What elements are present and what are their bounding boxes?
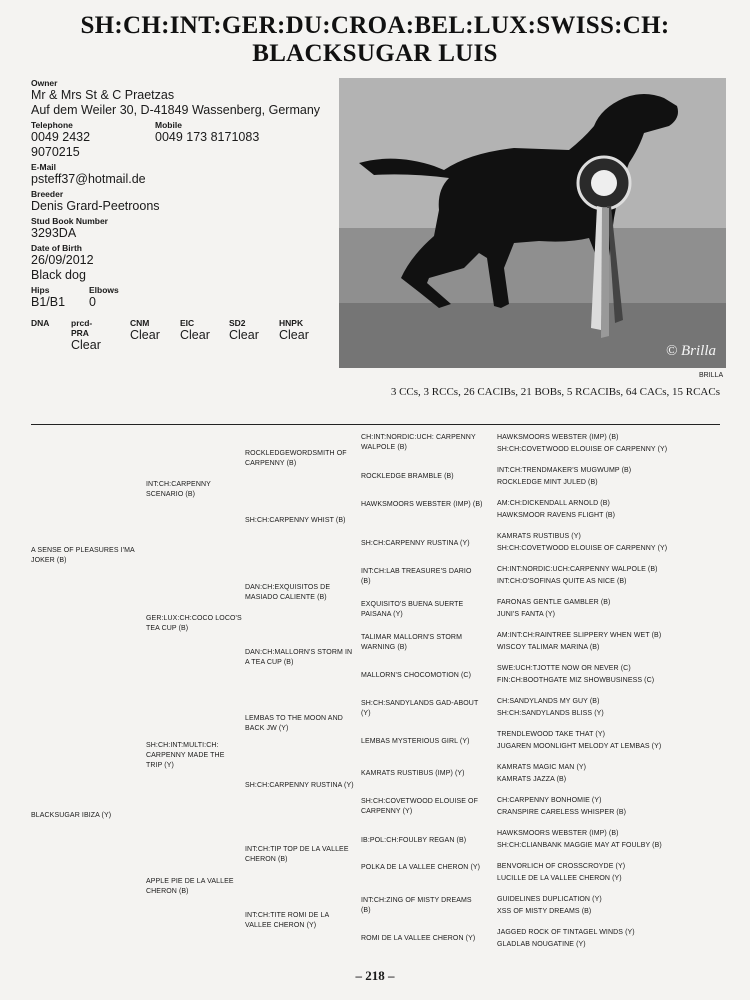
pedigree-g5: JAGGED ROCK OF TINTAGEL WINDS (Y) <box>497 929 635 936</box>
title-line-1: SH:CH:INT:GER:DU:CROA:BEL:LUX:SWISS:CH: <box>80 12 670 39</box>
pedigree-g3: LEMBAS TO THE MOON AND BACK JW (Y) <box>245 715 343 732</box>
dna-label: DNA <box>31 318 50 328</box>
pedigree-g4: SH:CH:COVETWOOD ELOUISE OF CARPENNY (Y) <box>361 798 478 815</box>
hips-value: B1/B1 <box>31 295 66 309</box>
mobile-label: Mobile <box>155 120 182 130</box>
pedigree-dam: BLACKSUGAR IBIZA (Y) <box>31 812 112 819</box>
pedigree-g4: INT:CH:LAB TREASURE'S DARIO (B) <box>361 568 472 585</box>
pedigree-g5: CRANSPIRE CARELESS WHISPER (B) <box>497 809 627 816</box>
pedigree-g4: INT:CH:ZING OF MISTY DREAMS (B) <box>361 897 472 914</box>
dog-photo <box>339 78 726 368</box>
dna-test-label: CNM <box>130 318 150 328</box>
dob-label: Date of Birth <box>31 243 82 253</box>
pedigree-g5: SH:CH:COVETWOOD ELOUISE OF CARPENNY (Y) <box>497 446 668 453</box>
owner-name: Mr & Mrs St & C Praetzas <box>31 88 175 102</box>
pedigree-g3: SH:CH:CARPENNY WHIST (B) <box>245 517 346 524</box>
dna-test-value: Clear <box>229 328 259 342</box>
dna-test-label: SD2 <box>229 318 246 328</box>
dna-test-value: Clear <box>279 328 309 342</box>
elbows-value: 0 <box>89 295 96 309</box>
dna-test-value: Clear <box>71 338 101 352</box>
elbows-label: Elbows <box>89 285 119 295</box>
pedigree-g5: JUNI'S FANTA (Y) <box>497 611 556 618</box>
pedigree-g5: INT:CH:O'SOFINAS QUITE AS NICE (B) <box>497 578 627 585</box>
pedigree-g5: CH:INT:NORDIC:UCH:CARPENNY WALPOLE (B) <box>497 566 658 573</box>
pedigree-g5: CH:SANDYLANDS MY GUY (B) <box>497 698 600 705</box>
dna-test-label: HNPK <box>279 318 304 328</box>
pedigree-g5: AM:INT:CH:RAINTREE SLIPPERY WHEN WET (B) <box>497 632 662 639</box>
hips-elbows-row <box>31 283 331 310</box>
pedigree-g3: INT:CH:TIP TOP DE LA VALLEE CHERON (B) <box>245 846 349 863</box>
dog-silhouette-image <box>339 78 726 368</box>
pedigree-g5: HAWKSMOORS WEBSTER (IMP) (B) <box>497 830 619 837</box>
phone-row <box>31 118 331 160</box>
pedigree-g3: DAN:CH:EXQUISITOS DE MASIADO CALIENTE (B) <box>245 584 331 601</box>
email-label: E-Mail <box>31 162 57 172</box>
pedigree-g3: SH:CH:CARPENNY RUSTINA (Y) <box>245 782 354 789</box>
pedigree-g4: SH:CH:SANDYLANDS GAD-ABOUT (Y) <box>361 700 479 717</box>
pedigree-g5: SH:CH:CLIANBANK MAGGIE MAY AT FOULBY (B) <box>497 842 662 849</box>
owner-address: Auf dem Weiler 30, D-41849 Wassenberg, Germany <box>31 103 321 117</box>
dna-test-label: EIC <box>180 318 195 328</box>
email-value: psteff37@hotmail.de <box>31 172 146 186</box>
pedigree-g5: SWE:UCH:TJOTTE NOW OR NEVER (C) <box>497 665 631 672</box>
pedigree-g4: MALLORN'S CHOCOMOTION (C) <box>361 672 472 679</box>
pedigree-g4: TALIMAR MALLORN'S STORM WARNING (B) <box>361 634 463 651</box>
pedigree-g4: KAMRATS RUSTIBUS (IMP) (Y) <box>361 770 465 777</box>
page-title <box>0 12 750 68</box>
photo-credit: © Brilla <box>665 343 716 359</box>
telephone-label: Telephone <box>31 120 73 130</box>
pedigree-g5: KAMRATS JAZZA (B) <box>497 776 567 783</box>
colour-sex: Black dog <box>31 268 86 282</box>
pedigree-g5: WISCOY TALIMAR MARINA (B) <box>497 644 600 651</box>
pedigree-g3: ROCKLEDGEWORDSMITH OF CARPENNY (B) <box>245 450 347 467</box>
pedigree-g4: ROCKLEDGE BRAMBLE (B) <box>361 473 454 480</box>
dog-info <box>31 76 331 310</box>
pedigree-g5: LUCILLE DE LA VALLEE CHERON (Y) <box>497 875 622 882</box>
pedigree-g4: POLKA DE LA VALLEE CHERON (Y) <box>361 864 481 871</box>
mobile-value: 0049 173 8171083 <box>155 130 260 144</box>
studbook-label: Stud Book Number <box>31 216 108 226</box>
pedigree-g3: DAN:CH:MALLORN'S STORM IN A TEA CUP (B) <box>245 649 353 666</box>
pedigree-g5: CH:CARPENNY BONHOMIE (Y) <box>497 797 602 804</box>
page-number: – 218 – <box>355 968 395 983</box>
pedigree-g5: GUIDELINES DUPLICATION (Y) <box>497 896 602 903</box>
breeder-label: Breeder <box>31 189 64 199</box>
caption-credit: BRILLA <box>699 372 724 379</box>
pedigree-g2: APPLE PIE DE LA VALLEE CHERON (B) <box>146 878 234 895</box>
dob-value: 26/09/2012 <box>31 253 94 267</box>
pedigree-g5: BENVORLICH OF CROSSCROYDE (Y) <box>497 863 626 870</box>
owner-label: Owner <box>31 78 58 88</box>
dna-test-label: prcd-PRA <box>71 318 93 338</box>
pedigree-g5: AM:CH:DICKENDALL ARNOLD (B) <box>497 500 610 507</box>
pedigree-g4: EXQUISITO'S BUENA SUERTE PAISANA (Y) <box>361 601 464 618</box>
pedigree-g2: GER:LUX:CH:COCO LOCO'S TEA CUP (B) <box>146 615 242 632</box>
pedigree-g5: HAWKSMOOR RAVENS FLIGHT (B) <box>497 512 616 519</box>
pedigree-g5: HAWKSMOORS WEBSTER (IMP) (B) <box>497 434 619 441</box>
pedigree-g4: CH:INT:NORDIC:UCH: CARPENNY WALPOLE (B) <box>361 434 476 451</box>
awards-summary: 3 CCs, 3 RCCs, 26 CACIBs, 21 BOBs, 5 RCACIBs, 64 CACs, 15 RCACs <box>390 386 720 398</box>
pedigree-g5: JUGAREN MOONLIGHT MELODY AT LEMBAS (Y) <box>497 743 662 750</box>
divider <box>31 424 720 425</box>
pedigree-g5: KAMRATS RUSTIBUS (Y) <box>497 533 581 540</box>
pedigree-g4: SH:CH:CARPENNY RUSTINA (Y) <box>361 540 470 547</box>
dna-test-value: Clear <box>180 328 210 342</box>
studbook-value: 3293DA <box>31 226 77 240</box>
pedigree-g5: SH:CH:COVETWOOD ELOUISE OF CARPENNY (Y) <box>497 545 668 552</box>
dna-test-value: Clear <box>130 328 160 342</box>
breeder-value: Denis Grard-Peetroons <box>31 199 160 213</box>
pedigree-g4: LEMBAS MYSTERIOUS GIRL (Y) <box>361 738 470 745</box>
pedigree-g5: FIN:CH:BOOTHGATE MIZ SHOWBUSINESS (C) <box>497 677 655 684</box>
pedigree-g5: SH:CH:SANDYLANDS BLISS (Y) <box>497 710 604 717</box>
pedigree-g5: XSS OF MISTY DREAMS (B) <box>497 908 592 915</box>
pedigree-g3: INT:CH:TITE ROMI DE LA VALLEE CHERON (Y) <box>245 912 329 929</box>
pedigree-g5: INT:CH:TRENDMAKER'S MUGWUMP (B) <box>497 467 632 474</box>
pedigree-g4: HAWKSMOORS WEBSTER (IMP) (B) <box>361 501 483 508</box>
pedigree-g4: IB:POL:CH:FOULBY REGAN (B) <box>361 837 467 844</box>
pedigree-g2: INT:CH:CARPENNY SCENARIO (B) <box>146 481 211 498</box>
pedigree-g5: FARONAS GENTLE GAMBLER (B) <box>497 599 611 606</box>
telephone-value: 0049 2432 9070215 <box>31 130 91 159</box>
title-line-2: BLACKSUGAR LUIS <box>252 40 498 67</box>
pedigree-g2: SH:CH:INT:MULTI:CH: CARPENNY MADE THE TRIP (Y) <box>146 742 225 769</box>
hips-label: Hips <box>31 285 50 295</box>
pedigree-g5: TRENDLEWOOD TAKE THAT (Y) <box>497 731 606 738</box>
pedigree-sire: A SENSE OF PLEASURES I'MA JOKER (B) <box>31 547 135 564</box>
pedigree-g5: KAMRATS MAGIC MAN (Y) <box>497 764 587 771</box>
pedigree-g5: GLADLAB NOUGATINE (Y) <box>497 941 586 948</box>
pedigree-g4: ROMI DE LA VALLEE CHERON (Y) <box>361 935 476 942</box>
pedigree-g5: ROCKLEDGE MINT JULED (B) <box>497 479 598 486</box>
